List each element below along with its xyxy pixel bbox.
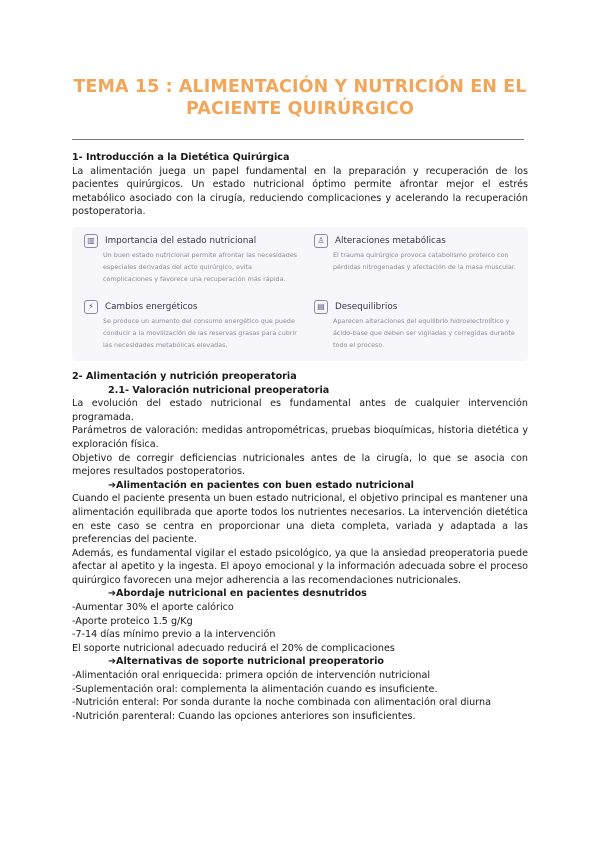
document-icon: ▤: [314, 300, 328, 314]
card-description: Un buen estado nutricional permite afrontar las necesidades especiales derivadas del acto quirúrgico, evita complicaciones y favorece una recuperación más rápida.: [103, 250, 298, 283]
paragraph: Además, es fundamental vigilar el estado psicológico, ya que la ansiedad preoperatoria puede afectar al apetito y la ingesta. El apoyo emocional y la información adecuada sobre el proceso quirúrgico favorecen una mejor adherencia a las recomendaciones nutricionales.: [72, 547, 528, 586]
subsection-buen-estado-heading: ➔Alimentación en pacientes con buen estado nutricional: [108, 479, 414, 491]
section1-heading: 1- Introducción a la Dietética Quirúrgica: [72, 152, 290, 163]
document-page: [72, 0, 528, 723]
section-introduccion: [72, 151, 528, 219]
title-line-2: PACIENTE QUIRÚRGICO: [186, 99, 414, 119]
card-title: Desequilibrios: [335, 301, 398, 312]
clipboard-icon: ▥: [84, 234, 98, 248]
subsection-desnutridos-heading: ➔Abordaje nutricional en pacientes desnutridos: [108, 588, 367, 600]
card-title: Cambios energéticos: [105, 301, 198, 312]
list-item: El soporte nutricional adecuado reducirá el 20% de complicaciones: [72, 642, 395, 654]
list-item: -Nutrición enteral: Por sonda durante la noche combinada con alimentación oral diurna: [72, 697, 491, 709]
title-line-1: TEMA 15 : ALIMENTACIÓN Y NUTRICIÓN EN EL: [73, 77, 527, 97]
card-cambios-energeticos: [84, 299, 299, 351]
card-alteraciones: [314, 233, 529, 274]
card-description: Aparecen alteraciones del equilibrio hidroelectrolítico y ácido-base que deben ser vigiladas y corregidas durante todo el proceso.: [333, 316, 515, 349]
card-description: El trauma quirúrgico provoca catabolismo proteico con pérdidas nitrogenadas y afectación de la masa muscular.: [333, 250, 516, 271]
paragraph: Cuando el paciente presenta un buen estado nutricional, el objetivo principal es mantener una alimentación equilibrada que aporte todos los nutrientes necesarios. La intervención dietética en este caso se centra en proporcionar una dieta completa, variada y adaptada a las preferencias del paciente.: [72, 493, 528, 546]
paragraph: Parámetros de valoración: medidas antropométricas, pruebas bioquímicas, historia dietética y exploración física.: [72, 425, 528, 450]
section-preoperatoria: [72, 370, 528, 723]
energy-icon: ⚡: [84, 300, 98, 314]
title-divider: [72, 139, 524, 140]
card-importancia: [84, 233, 299, 285]
card-description: Se produce un aumento del consumo energético que puede conducir a la movilización de las reservas grasas para cubrir las necesidades metabólicas elevadas.: [103, 316, 297, 349]
paragraph: Objetivo de corregir deficiencias nutricionales antes de la cirugía, lo que se asocia con mejores resultados postoperatorios.: [72, 452, 528, 478]
page-title: [72, 76, 528, 120]
alternativas-list: [72, 669, 528, 723]
section2-heading: 2- Alimentación y nutrición preoperatoria: [72, 370, 297, 382]
list-item: -Alimentación oral enriquecida: primera opción de intervención nutricional: [72, 670, 430, 682]
list-item: -Aumentar 30% el aporte calórico: [72, 602, 234, 614]
list-item: -Aporte proteico 1.5 g/Kg: [72, 615, 193, 627]
card-desequilibrios: [314, 299, 529, 351]
list-item: -Nutrición parenteral: Cuando las opciones anteriores son insuficientes.: [72, 710, 416, 722]
info-cards-panel: [72, 227, 528, 361]
card-title: Importancia del estado nutricional: [105, 235, 257, 246]
subsection-alternativas-heading: ➔Alternativas de soporte nutricional preoperatorio: [108, 656, 384, 668]
desnutridos-list: [72, 601, 528, 655]
list-item: -7-14 días mínimo previo a la intervención: [72, 629, 276, 641]
section1-text: La alimentación juega un papel fundamental en la preparación y recuperación de los pacientes quirúrgicos. Un estado nutricional óptimo permite afrontar mejor el estrés metabólico asociado con la cirugía, reduciendo complicaciones y acelerando la recuperación postoperatoria.: [72, 165, 528, 218]
subsection-valoracion-heading: 2.1- Valoración nutricional preoperatoria: [108, 384, 330, 396]
paragraph: La evolución del estado nutricional es fundamental antes de cualquier intervención programada.: [72, 398, 528, 423]
list-item: -Suplementación oral: complementa la alimentación cuando es insuficiente.: [72, 683, 438, 695]
card-title: Alteraciones metabólicas: [335, 235, 446, 246]
person-icon: ♙: [314, 234, 328, 248]
